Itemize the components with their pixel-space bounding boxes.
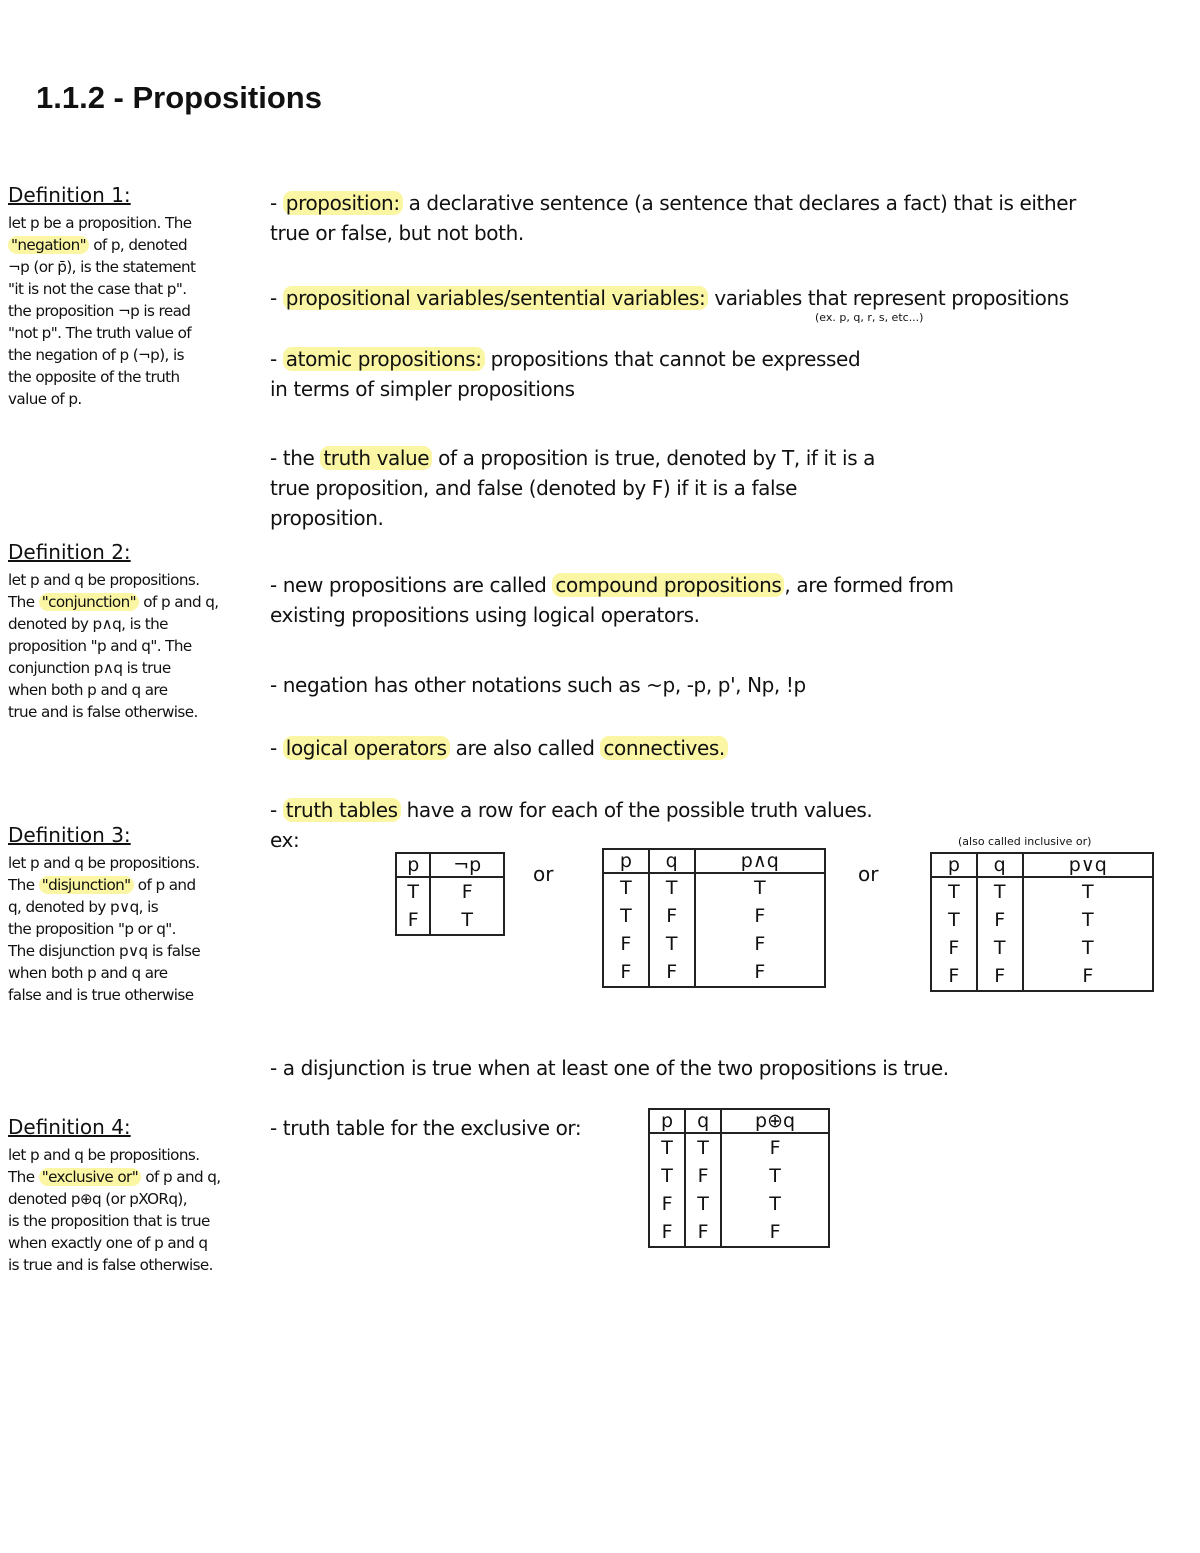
page-title: 1.1.2 - Propositions xyxy=(36,80,322,115)
text-fragment: of p, denoted xyxy=(88,236,188,254)
text-line xyxy=(8,962,276,984)
table-cell: T xyxy=(977,934,1023,962)
text-line xyxy=(270,1113,581,1143)
highlighted-term: compound propositions xyxy=(552,573,784,597)
text-line xyxy=(8,874,276,896)
highlighted-term: "exclusive or" xyxy=(39,1168,141,1186)
table-cell: F xyxy=(649,958,695,987)
table-cell: T xyxy=(1023,934,1153,962)
text-fragment: - new propositions are called xyxy=(270,573,553,597)
text-line xyxy=(8,613,276,635)
text-line xyxy=(8,635,276,657)
note-proposition xyxy=(270,188,1076,248)
table-cell: T xyxy=(721,1190,829,1218)
text-line xyxy=(8,918,276,940)
table-cell: F xyxy=(695,902,825,930)
text-line xyxy=(8,256,276,278)
highlighted-term: truth tables xyxy=(283,798,401,822)
text-fragment: The xyxy=(8,876,39,894)
text-fragment: are also called xyxy=(449,736,601,760)
text-fragment: when both p and q are xyxy=(8,681,168,699)
text-fragment: variables that represent propositions xyxy=(708,286,1069,310)
text-fragment: let p and q be propositions. xyxy=(8,854,200,872)
text-fragment: - xyxy=(270,736,283,760)
text-line xyxy=(270,344,860,374)
table-cell: T xyxy=(685,1190,721,1218)
text-fragment: let p and q be propositions. xyxy=(8,1146,200,1164)
column-header: p xyxy=(396,853,430,877)
table-row xyxy=(603,958,825,987)
definition-2 xyxy=(8,535,276,723)
table-cell: T xyxy=(649,873,695,902)
table-row xyxy=(649,1190,829,1218)
text-line xyxy=(8,569,276,591)
text-fragment: when both p and q are xyxy=(8,964,168,982)
truth-table-conjunction xyxy=(602,848,826,988)
text-fragment: let p be a proposition. The xyxy=(8,214,192,232)
text-line xyxy=(8,234,276,256)
table-row xyxy=(649,1218,829,1247)
highlighted-term: logical operators xyxy=(283,736,450,760)
table-cell: T xyxy=(685,1133,721,1162)
table-cell: F xyxy=(396,906,430,935)
note-propositional-variables xyxy=(270,283,1069,313)
table-cell: T xyxy=(649,1162,685,1190)
text-line xyxy=(270,374,860,404)
text-fragment: true or false, but not both. xyxy=(270,221,524,245)
text-fragment: value of p. xyxy=(8,390,82,408)
text-fragment: The disjunction p∨q is false xyxy=(8,942,201,960)
column-header: q xyxy=(977,853,1023,877)
truth-table-negation xyxy=(395,852,505,936)
table-cell: T xyxy=(695,873,825,902)
table-cell: F xyxy=(603,930,649,958)
column-header: p xyxy=(649,1109,685,1133)
text-fragment: ¬p (or p̄), is the statement xyxy=(8,258,196,276)
table-cell: F xyxy=(977,962,1023,991)
note-disjunction xyxy=(270,1053,949,1083)
table-cell: T xyxy=(603,902,649,930)
text-fragment: true and is false otherwise. xyxy=(8,703,198,721)
table-cell: T xyxy=(430,906,504,935)
table-cell: F xyxy=(977,906,1023,934)
text-fragment: - truth table for the exclusive or: xyxy=(270,1116,582,1140)
text-fragment: ex: xyxy=(270,828,300,852)
text-fragment: the proposition ¬p is read xyxy=(8,302,191,320)
text-fragment: true proposition, and false (denoted by F) if it is a false xyxy=(270,476,798,500)
text-line xyxy=(8,984,276,1006)
text-line xyxy=(8,1210,276,1232)
table-cell: F xyxy=(721,1218,829,1247)
text-fragment: - xyxy=(270,347,283,371)
text-line xyxy=(270,503,875,533)
text-fragment: , are formed from xyxy=(784,573,954,597)
text-line xyxy=(8,1144,276,1166)
text-line xyxy=(8,852,276,874)
table-row xyxy=(603,902,825,930)
text-line xyxy=(8,300,276,322)
text-line xyxy=(8,591,276,613)
table-cell: T xyxy=(977,877,1023,906)
table-row xyxy=(931,877,1153,906)
text-line xyxy=(8,366,276,388)
table-row xyxy=(396,906,504,935)
text-fragment: - negation has other notations such as ~p, -p, p', Np, !p xyxy=(270,673,806,697)
table-cell: T xyxy=(1023,877,1153,906)
text-line xyxy=(8,657,276,679)
table-cell: T xyxy=(1023,906,1153,934)
table-row xyxy=(931,962,1153,991)
text-line xyxy=(270,1053,949,1083)
text-fragment: a declarative sentence (a sentence that declares a fact) that is either xyxy=(402,191,1076,215)
table-cell: F xyxy=(649,1190,685,1218)
text-line xyxy=(270,670,806,700)
text-line xyxy=(8,701,276,723)
text-fragment: let p and q be propositions. xyxy=(8,571,200,589)
table-cell: F xyxy=(649,902,695,930)
text-fragment: - xyxy=(270,798,283,822)
table-cell: F xyxy=(695,930,825,958)
note-atomic-propositions xyxy=(270,344,860,404)
column-header: p∧q xyxy=(695,849,825,873)
text-line xyxy=(270,733,728,763)
text-fragment: in terms of simpler propositions xyxy=(270,377,575,401)
text-fragment: proposition. xyxy=(270,506,384,530)
text-line xyxy=(270,570,954,600)
table-cell: F xyxy=(603,958,649,987)
definition-heading: Definition 4: xyxy=(8,1115,131,1139)
text-fragment: the proposition "p or q". xyxy=(8,920,176,938)
text-fragment: The xyxy=(8,593,39,611)
table-cell: F xyxy=(685,1162,721,1190)
table-row xyxy=(931,934,1153,962)
text-fragment: conjunction p∧q is true xyxy=(8,659,171,677)
definition-1 xyxy=(8,178,276,410)
table-cell: F xyxy=(685,1218,721,1247)
note-negation-notations xyxy=(270,670,806,700)
text-fragment: have a row for each of the possible truth values. xyxy=(400,798,873,822)
truth-table-disjunction xyxy=(930,852,1154,992)
table-cell: F xyxy=(649,1218,685,1247)
inclusive-or-note: (also called inclusive or) xyxy=(958,835,1092,848)
text-line xyxy=(270,795,872,825)
note-logical-operators xyxy=(270,733,728,763)
note-truth-value xyxy=(270,443,875,533)
text-line xyxy=(8,344,276,366)
table-row xyxy=(603,873,825,902)
text-fragment: when exactly one of p and q xyxy=(8,1234,208,1252)
table-cell: T xyxy=(931,906,977,934)
note-variables-examples: (ex. p, q, r, s, etc...) xyxy=(815,311,924,324)
text-line xyxy=(8,1166,276,1188)
text-line xyxy=(8,1254,276,1276)
column-header: q xyxy=(649,849,695,873)
text-fragment: the opposite of the truth xyxy=(8,368,180,386)
table-cell: T xyxy=(603,873,649,902)
or-label: or xyxy=(533,862,554,886)
table-cell: F xyxy=(695,958,825,987)
table-cell: T xyxy=(649,930,695,958)
note-exclusive-or xyxy=(270,1113,581,1143)
table-header-row xyxy=(396,853,504,877)
column-header: p∨q xyxy=(1023,853,1153,877)
or-label: or xyxy=(858,862,879,886)
text-fragment: - xyxy=(270,191,283,215)
table-row xyxy=(649,1162,829,1190)
definition-4 xyxy=(8,1110,276,1276)
highlighted-term: proposition: xyxy=(283,191,403,215)
definition-heading: Definition 1: xyxy=(8,183,131,207)
truth-table-xor xyxy=(648,1108,830,1248)
table-header-row xyxy=(603,849,825,873)
highlighted-term: "conjunction" xyxy=(39,593,139,611)
text-fragment: propositions that cannot be expressed xyxy=(484,347,861,371)
note-compound-propositions xyxy=(270,570,954,630)
table-cell: F xyxy=(1023,962,1153,991)
table-row xyxy=(396,877,504,906)
text-fragment: - a disjunction is true when at least one of the two propositions is true. xyxy=(270,1056,949,1080)
text-line xyxy=(270,473,875,503)
table-cell: T xyxy=(931,877,977,906)
text-fragment: existing propositions using logical operators. xyxy=(270,603,700,627)
column-header: p⊕q xyxy=(721,1109,829,1133)
text-fragment: of p and xyxy=(133,876,196,894)
text-fragment: - the xyxy=(270,446,321,470)
text-line xyxy=(8,212,276,234)
highlighted-term: truth value xyxy=(320,446,432,470)
text-line xyxy=(8,278,276,300)
table-cell: F xyxy=(931,934,977,962)
text-fragment: The xyxy=(8,1168,39,1186)
table-cell: T xyxy=(396,877,430,906)
text-line xyxy=(270,218,1076,248)
text-fragment: of a proposition is true, denoted by T, if it is a xyxy=(432,446,876,470)
note-truth-tables xyxy=(270,795,872,855)
text-fragment: of p and q, xyxy=(141,1168,221,1186)
text-fragment: false and is true otherwise xyxy=(8,986,194,1004)
text-fragment: is true and is false otherwise. xyxy=(8,1256,213,1274)
text-fragment: denoted p⊕q (or pXORq), xyxy=(8,1190,187,1208)
highlighted-term: propositional variables/sentential variables: xyxy=(283,286,709,310)
highlighted-term: atomic propositions: xyxy=(283,347,485,371)
text-line xyxy=(8,896,276,918)
table-header-row xyxy=(649,1109,829,1133)
text-line xyxy=(8,1188,276,1210)
table-cell: T xyxy=(649,1133,685,1162)
text-line xyxy=(8,388,276,410)
text-fragment: "not p". The truth value of xyxy=(8,324,192,342)
table-cell: F xyxy=(931,962,977,991)
text-fragment: is the proposition that is true xyxy=(8,1212,210,1230)
text-line xyxy=(270,283,1069,313)
text-fragment: - xyxy=(270,286,283,310)
definition-heading: Definition 3: xyxy=(8,823,131,847)
column-header: p xyxy=(931,853,977,877)
text-line xyxy=(8,940,276,962)
table-cell: F xyxy=(721,1133,829,1162)
table-row xyxy=(931,906,1153,934)
column-header: ¬p xyxy=(430,853,504,877)
text-line xyxy=(270,188,1076,218)
table-cell: T xyxy=(721,1162,829,1190)
text-fragment: "it is not the case that p". xyxy=(8,280,187,298)
text-line xyxy=(8,322,276,344)
text-line xyxy=(8,679,276,701)
table-cell: F xyxy=(430,877,504,906)
text-line xyxy=(270,600,954,630)
highlighted-term: connectives. xyxy=(600,736,727,760)
highlighted-term: "disjunction" xyxy=(39,876,134,894)
text-line xyxy=(8,1232,276,1254)
column-header: p xyxy=(603,849,649,873)
highlighted-term: "negation" xyxy=(8,236,89,254)
definition-heading: Definition 2: xyxy=(8,540,131,564)
text-fragment: denoted by p∧q, is the xyxy=(8,615,168,633)
column-header: q xyxy=(685,1109,721,1133)
table-row xyxy=(603,930,825,958)
text-fragment: proposition "p and q". The xyxy=(8,637,192,655)
text-fragment: of p and q, xyxy=(139,593,219,611)
table-row xyxy=(649,1133,829,1162)
text-fragment: the negation of p (¬p), is xyxy=(8,346,184,364)
text-fragment: q, denoted by p∨q, is xyxy=(8,898,159,916)
table-header-row xyxy=(931,853,1153,877)
definition-3 xyxy=(8,818,276,1006)
text-line xyxy=(270,443,875,473)
